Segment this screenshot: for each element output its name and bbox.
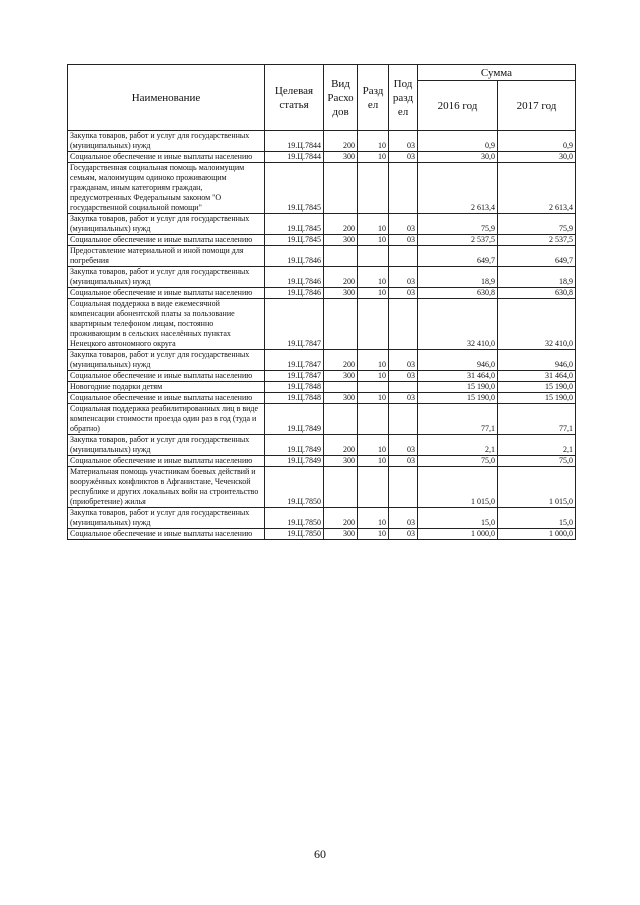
- row-2017: 75,0: [498, 456, 576, 467]
- row-kind: [324, 163, 358, 214]
- row-name: Предоставление материальной и иной помощи для погребения: [68, 246, 265, 267]
- row-target: 19.Ц.7845: [265, 214, 324, 235]
- row-kind: 200: [324, 267, 358, 288]
- row-section: 10: [358, 214, 389, 235]
- row-2017: 1 015,0: [498, 467, 576, 508]
- row-name: Социальное обеспечение и иные выплаты населению: [68, 371, 265, 382]
- row-target: 19.Ц.7846: [265, 267, 324, 288]
- row-name: Закупка товаров, работ и услуг для государственных (муниципальных) нужд: [68, 214, 265, 235]
- row-2016: 77,1: [418, 404, 498, 435]
- table-row: [68, 456, 576, 467]
- header-year-2017: 2017 год: [498, 81, 576, 131]
- row-2017: 946,0: [498, 350, 576, 371]
- row-section: 10: [358, 350, 389, 371]
- row-2017: 1 000,0: [498, 529, 576, 540]
- table-row: [68, 214, 576, 235]
- table-row: [68, 435, 576, 456]
- header-sum: Сумма: [418, 65, 576, 81]
- row-name: Социальная поддержка в виде ежемесячной компенсации абонентской платы за пользование квартирным телефоном лицам, постоянно проживающим в сельских населённых пунктах Ненецкого автономного округа: [68, 299, 265, 350]
- table-row: [68, 508, 576, 529]
- row-name: Социальное обеспечение и иные выплаты населению: [68, 152, 265, 163]
- row-section: [358, 467, 389, 508]
- row-kind: [324, 467, 358, 508]
- row-subsection: [389, 246, 418, 267]
- row-2016: 75,0: [418, 456, 498, 467]
- row-section: [358, 163, 389, 214]
- row-2017: 15 190,0: [498, 382, 576, 393]
- row-section: 10: [358, 456, 389, 467]
- row-2017: 2 613,4: [498, 163, 576, 214]
- row-subsection: 03: [389, 508, 418, 529]
- row-section: 10: [358, 508, 389, 529]
- row-name: Новогодние подарки детям: [68, 382, 265, 393]
- table-row: [68, 382, 576, 393]
- row-section: 10: [358, 435, 389, 456]
- row-2017: 77,1: [498, 404, 576, 435]
- row-name: Закупка товаров, работ и услуг для государственных (муниципальных) нужд: [68, 267, 265, 288]
- row-2017: 0,9: [498, 131, 576, 152]
- page-number: 60: [314, 847, 326, 861]
- row-2017: 649,7: [498, 246, 576, 267]
- row-2016: 0,9: [418, 131, 498, 152]
- row-2017: 630,8: [498, 288, 576, 299]
- row-2016: 946,0: [418, 350, 498, 371]
- table-row: [68, 267, 576, 288]
- row-section: [358, 246, 389, 267]
- row-kind: [324, 404, 358, 435]
- row-name: Закупка товаров, работ и услуг для государственных (муниципальных) нужд: [68, 131, 265, 152]
- table-row: [68, 404, 576, 435]
- row-target: 19.Ц.7845: [265, 163, 324, 214]
- row-subsection: 03: [389, 288, 418, 299]
- row-name: Социальное обеспечение и иные выплаты населению: [68, 456, 265, 467]
- row-section: 10: [358, 267, 389, 288]
- row-subsection: [389, 404, 418, 435]
- row-target: 19.Ц.7847: [265, 350, 324, 371]
- row-target: 19.Ц.7848: [265, 382, 324, 393]
- row-2017: 2,1: [498, 435, 576, 456]
- row-name: Государственная социальная помощь малоимущим семьям, малоимущим одиноко проживающим гражданам, иным категориям граждан, предусмотренных Федеральным законом "О государственной социальной помощи": [68, 163, 265, 214]
- row-subsection: 03: [389, 214, 418, 235]
- row-target: 19.Ц.7844: [265, 131, 324, 152]
- row-target: 19.Ц.7844: [265, 152, 324, 163]
- row-subsection: 03: [389, 152, 418, 163]
- row-subsection: 03: [389, 393, 418, 404]
- row-name: Закупка товаров, работ и услуг для государственных (муниципальных) нужд: [68, 435, 265, 456]
- row-kind: [324, 246, 358, 267]
- table-row: [68, 235, 576, 246]
- row-2016: 30,0: [418, 152, 498, 163]
- row-subsection: [389, 467, 418, 508]
- row-target: 19.Ц.7850: [265, 529, 324, 540]
- row-target: 19.Ц.7847: [265, 299, 324, 350]
- header-kind: Вид Расхо дов: [324, 65, 358, 131]
- row-name: Социальное обеспечение и иные выплаты населению: [68, 235, 265, 246]
- row-2016: 2 613,4: [418, 163, 498, 214]
- table-row: [68, 350, 576, 371]
- row-section: 10: [358, 235, 389, 246]
- row-subsection: 03: [389, 435, 418, 456]
- row-subsection: 03: [389, 267, 418, 288]
- row-kind: 300: [324, 152, 358, 163]
- row-kind: 300: [324, 371, 358, 382]
- row-kind: 300: [324, 288, 358, 299]
- row-subsection: 03: [389, 350, 418, 371]
- row-subsection: [389, 299, 418, 350]
- row-section: 10: [358, 393, 389, 404]
- row-kind: 300: [324, 235, 358, 246]
- row-kind: 200: [324, 350, 358, 371]
- row-target: 19.Ц.7850: [265, 467, 324, 508]
- row-2016: 15 190,0: [418, 382, 498, 393]
- table-row: [68, 246, 576, 267]
- row-2017: 18,9: [498, 267, 576, 288]
- row-subsection: 03: [389, 371, 418, 382]
- budget-table: [67, 64, 576, 540]
- table-row: [68, 467, 576, 508]
- row-target: 19.Ц.7849: [265, 404, 324, 435]
- row-2016: 15,0: [418, 508, 498, 529]
- row-section: 10: [358, 529, 389, 540]
- row-section: [358, 299, 389, 350]
- row-kind: 200: [324, 508, 358, 529]
- row-kind: [324, 299, 358, 350]
- row-subsection: [389, 382, 418, 393]
- row-subsection: [389, 163, 418, 214]
- row-kind: 200: [324, 131, 358, 152]
- row-kind: 200: [324, 435, 358, 456]
- row-name: Закупка товаров, работ и услуг для государственных (муниципальных) нужд: [68, 508, 265, 529]
- table-row: [68, 299, 576, 350]
- header-name: Наименование: [68, 65, 265, 131]
- row-2016: 630,8: [418, 288, 498, 299]
- row-kind: 300: [324, 529, 358, 540]
- row-name: Социальное обеспечение и иные выплаты населению: [68, 288, 265, 299]
- row-2016: 75,9: [418, 214, 498, 235]
- row-target: 19.Ц.7846: [265, 288, 324, 299]
- row-target: 19.Ц.7848: [265, 393, 324, 404]
- row-kind: 300: [324, 393, 358, 404]
- row-name: Материальная помощь участникам боевых действий и вооружённых конфликтов в Афганистане, Чеченской республике и других локальных войн на строительство (приобретение) жилья: [68, 467, 265, 508]
- header-target: Целевая статья: [265, 65, 324, 131]
- table-row: [68, 152, 576, 163]
- row-2016: 18,9: [418, 267, 498, 288]
- row-subsection: 03: [389, 235, 418, 246]
- header-section: Разд ел: [358, 65, 389, 131]
- row-kind: 200: [324, 214, 358, 235]
- table-row: [68, 163, 576, 214]
- row-subsection: 03: [389, 456, 418, 467]
- row-target: 19.Ц.7845: [265, 235, 324, 246]
- row-2016: 32 410,0: [418, 299, 498, 350]
- row-2016: 1 015,0: [418, 467, 498, 508]
- row-target: 19.Ц.7847: [265, 371, 324, 382]
- row-2017: 2 537,5: [498, 235, 576, 246]
- row-kind: 300: [324, 456, 358, 467]
- row-2017: 32 410,0: [498, 299, 576, 350]
- header-year-2016: 2016 год: [418, 81, 498, 131]
- table-header: [68, 65, 576, 131]
- row-kind: [324, 382, 358, 393]
- row-2016: 1 000,0: [418, 529, 498, 540]
- row-section: 10: [358, 152, 389, 163]
- row-2017: 30,0: [498, 152, 576, 163]
- table-body: [68, 131, 576, 540]
- row-section: [358, 404, 389, 435]
- table-row: [68, 288, 576, 299]
- row-section: 10: [358, 371, 389, 382]
- row-name: Закупка товаров, работ и услуг для государственных (муниципальных) нужд: [68, 350, 265, 371]
- row-2017: 15 190,0: [498, 393, 576, 404]
- table-row: [68, 131, 576, 152]
- row-section: 10: [358, 288, 389, 299]
- header-subsection: Под разд ел: [389, 65, 418, 131]
- row-2016: 15 190,0: [418, 393, 498, 404]
- row-2016: 31 464,0: [418, 371, 498, 382]
- row-name: Социальное обеспечение и иные выплаты населению: [68, 529, 265, 540]
- row-section: [358, 382, 389, 393]
- row-2017: 15,0: [498, 508, 576, 529]
- row-target: 19.Ц.7849: [265, 435, 324, 456]
- row-subsection: 03: [389, 131, 418, 152]
- row-target: 19.Ц.7846: [265, 246, 324, 267]
- row-2016: 2,1: [418, 435, 498, 456]
- row-name: Социальная поддержка реабилитированных лиц в виде компенсации стоимости проезда один раз в год (туда и обратно): [68, 404, 265, 435]
- row-name: Социальное обеспечение и иные выплаты населению: [68, 393, 265, 404]
- table-row: [68, 393, 576, 404]
- row-section: 10: [358, 131, 389, 152]
- table-row: [68, 371, 576, 382]
- row-2017: 75,9: [498, 214, 576, 235]
- row-2016: 649,7: [418, 246, 498, 267]
- row-2017: 31 464,0: [498, 371, 576, 382]
- table-row: [68, 529, 576, 540]
- row-2016: 2 537,5: [418, 235, 498, 246]
- row-subsection: 03: [389, 529, 418, 540]
- row-target: 19.Ц.7849: [265, 456, 324, 467]
- row-target: 19.Ц.7850: [265, 508, 324, 529]
